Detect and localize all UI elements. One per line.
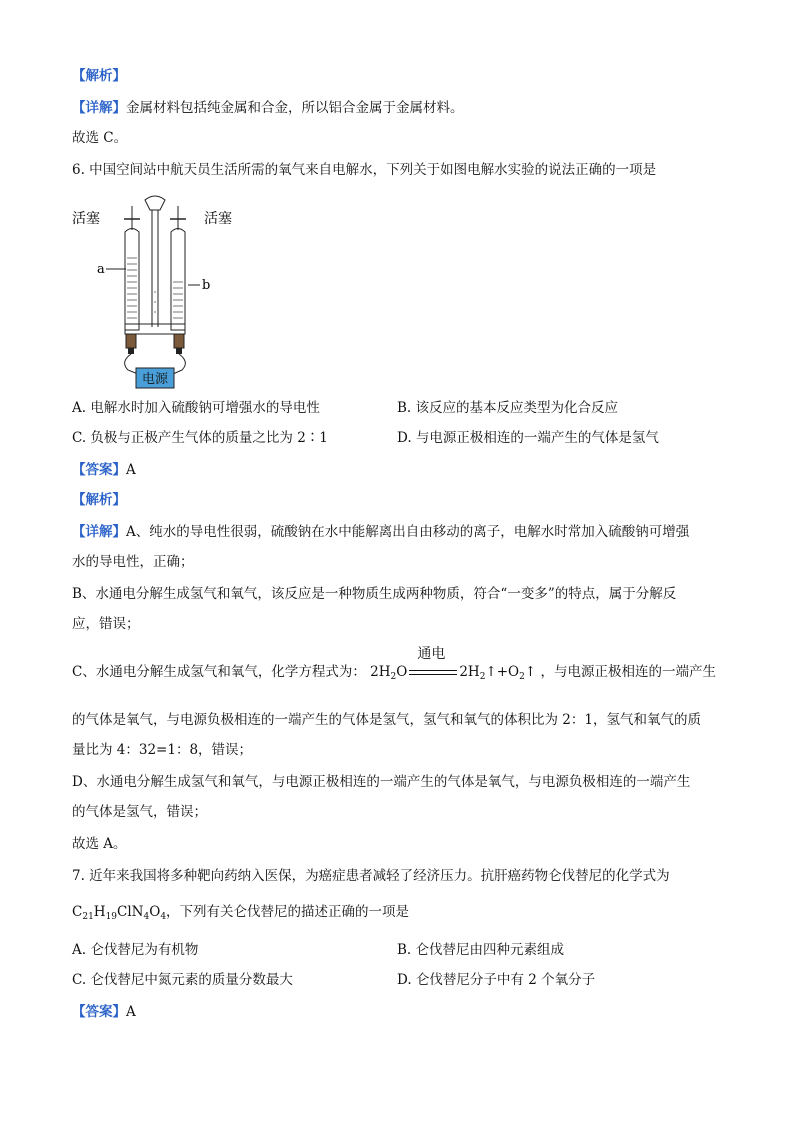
q5-conclusion: 故选 C。 [72, 130, 128, 146]
eq-condition: 通电 [417, 645, 446, 662]
q6-option-a: A. 电解水时加入硫酸钠可增强水的导电性 [72, 400, 320, 416]
q7-formula: $C_{21}H_{19}ClN_4O_4$ [72, 904, 167, 922]
q7-stem-line1: 7. 近年来我国将多种靶向药纳入医保，为癌症患者减轻了经济压力。抗肝癌药物仑伐替尼的化学式为 [72, 868, 670, 884]
eq-left-sub: 2 [390, 672, 397, 682]
left-tube [125, 229, 139, 331]
analysis-heading: 【解析】 [72, 68, 126, 84]
q6-option-d: D. 与电源正极相连的一端产生的气体是氢气 [397, 430, 659, 446]
eq-right-a: 2H [459, 664, 480, 680]
detail-tag: 【详解】 [72, 524, 126, 540]
q6-detail-a-line1 [72, 522, 689, 542]
q6-detail-a-line2: 水的导电性，正确； [72, 554, 194, 570]
q6-detail-a-text: A、纯水的导电性很弱，硫酸钠在水中能解离出自由移动的离子，电解水时常加入硫酸钠可增强 [126, 524, 690, 540]
eq-right-c: ↑ [524, 664, 537, 680]
q7-stem-line2 [72, 902, 409, 927]
funnel-icon [145, 196, 165, 210]
q7-option-b: B. 仑伐替尼由四种元素组成 [397, 942, 565, 958]
q6-detail-c-post: ，与电源正极相连的一端产生 [540, 664, 716, 680]
q6-detail-d-line1: D、水通电分解生成氢气和氧气，与电源正极相连的一端产生的气体是氧气，与电源负极相连的一端产生 [72, 774, 691, 790]
eq-right-b-sub: 2 [519, 672, 525, 682]
q6-detail-c-pre: C、水通电分解生成氢气和氧气，化学方程式为： [72, 664, 366, 680]
eq-right-a-sub: 2 [479, 672, 486, 682]
tube-b-label: b [202, 278, 211, 293]
tube-a-label: a [97, 262, 105, 277]
answer-tag: 【答案】 [72, 1004, 126, 1020]
q7-stem-tail: ，下列有关仑伐替尼的描述正确的一项是 [166, 904, 410, 920]
right-tube [171, 229, 185, 331]
q6-analysis-heading: 【解析】 [72, 492, 126, 508]
q7-option-c: C. 仑伐替尼中氮元素的质量分数最大 [72, 972, 293, 988]
electrolysis-apparatus-figure [70, 192, 250, 392]
right-wire [173, 354, 185, 374]
q7-answer-value: A [126, 1004, 136, 1020]
q5-detail-text: 金属材料包括纯金属和合金，所以铝合金属于金属材料。 [126, 100, 464, 116]
q5-detail [72, 98, 464, 118]
q6-option-b: B. 该反应的基本反应类型为化合反应 [397, 400, 619, 416]
q6-answer-value: A [126, 462, 136, 478]
q6-detail-b-line1: B、水通电分解生成氢气和氧气，该反应是一种物质生成两种物质，符合“一变多”的特点，属于分解反 [72, 586, 677, 602]
detail-tag: 【详解】 [72, 100, 126, 116]
right-stopcock-label: 活塞 [204, 211, 232, 227]
q6-stem: 6. 中国空间站中航天员生活所需的氧气来自电解水，下列关于如图电解水实验的说法正确的一项是 [72, 162, 657, 178]
q6-answer [72, 460, 136, 480]
eq-left-coef: 2H [370, 664, 391, 680]
q7-option-a: A. 仑伐替尼为有机物 [72, 942, 199, 958]
q6-detail-c-line1 [72, 645, 716, 687]
right-electrode [174, 334, 184, 348]
q6-detail-b-line2: 应，错误； [72, 616, 140, 632]
q6-conclusion: 故选 A。 [72, 836, 127, 852]
left-stopcock-label: 活塞 [72, 211, 100, 227]
q6-option-c: C. 负极与正极产生气体的质量之比为 2∶1 [72, 430, 328, 446]
answer-tag: 【答案】 [72, 462, 126, 478]
q7-option-d: D. 仑伐替尼分子中有 2 个氧分子 [397, 972, 596, 988]
q7-answer [72, 1002, 136, 1022]
chemical-equation [370, 645, 540, 682]
eq-left-tail: O [396, 664, 408, 680]
eq-right-b: ↑+O [485, 664, 520, 680]
left-electrode [126, 334, 136, 348]
eq-arrow [407, 645, 459, 683]
q6-detail-c-line3: 量比为 4：32=1：8，错误； [72, 742, 253, 758]
q6-detail-c-line2: 的气体是氧气，与电源负极相连的一端产生的气体是氢气，氢气和氧气的体积比为 2：1，氢气和氧气的质 [72, 712, 701, 728]
power-supply-label: 电源 [141, 372, 169, 387]
q6-detail-d-line2: 的气体是氢气，错误； [72, 804, 207, 820]
